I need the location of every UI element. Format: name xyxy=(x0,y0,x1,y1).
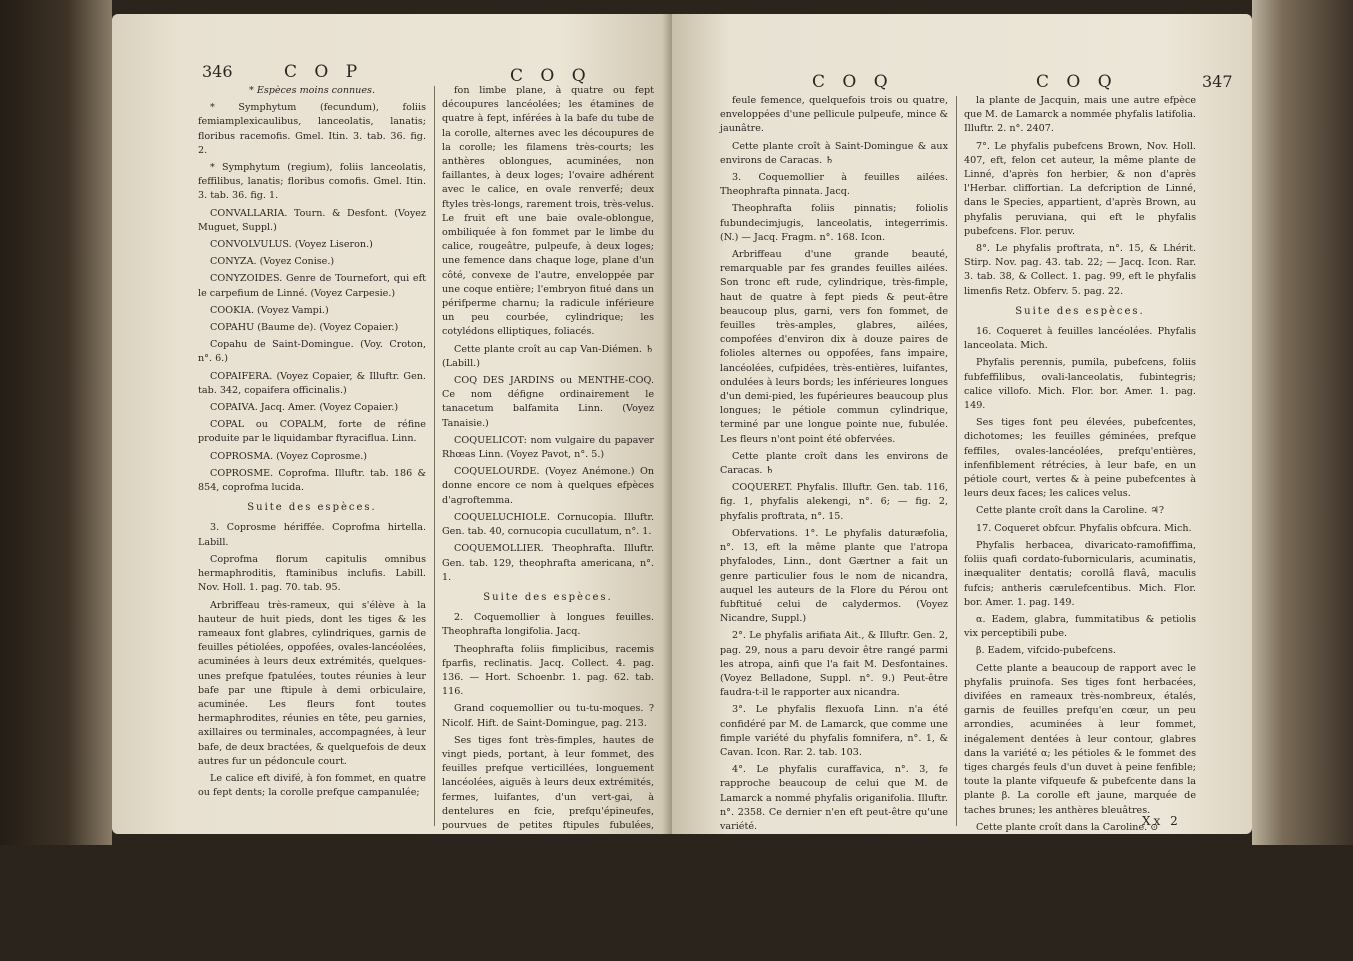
entry: 6°. Le phyfalis barbadenfis, n°. 12, n'eft point xyxy=(720,926,948,952)
entry: CONVALLARIA. Tourn. & Desfont. (Voyez Muguet, Suppl.) xyxy=(198,207,426,233)
entry: Phyfalis (chenopodifolia), ramofiffima, foliis glabris, ovatis, acuminatis, angulato-acutatis; caulibus lævibus, magnitudine fructûs, glabofis. Willd. Spec. Plant. 1. pag. 1023. xyxy=(964,870,1196,924)
entry: 18. Coqueret à feuilles ovales. Phyfalis ovata. xyxy=(964,838,1196,865)
signature-mark: Xx 2 xyxy=(1142,814,1181,828)
entry: Ses tiges font très-fimples, hautes de vingt pieds, portant, à leur fommet, des feuilles prefque verticillées, longuement lancéolées, aiguës à leurs deux extrémités, fermes, luifantes, d'un vert-gai, à dentelures en fcie, prefqu'épineufes, pourvues de petites ftipules fubulées, caduques; les pétioles épais, très-courts. Les fleurs font odorantes, difpofées en grappes fimples, éparfes, pendantes, longues de trois à neuf pouces; les pédicelles courts; le calice d'un jaune verdâtre ou brun; la corolle de couleur orangée plus ou moins foncée. Le fruit eft une baie glabre, arrondie, à une feule loge, d'un vert-foncé, contenant une xyxy=(442,734,654,959)
running-head-right-2: C O Q xyxy=(1036,72,1118,92)
entry: COQUELUCHIOLE. Cornucopia. Illuftr. Gen. tab. 40, cornucopia cucullatum, n°. 1. xyxy=(442,511,654,538)
entry: α. Eadem, glabra, fummitatibus & petiolis vix perceptibili pube. xyxy=(964,613,1196,640)
entry: 8°. Le phyfalis proftrata, n°. 15, & Lhérit. Stirp. Nov. pag. 43. tab. 22; — Jacq. Icon. Rar. 3. tab. 38, & Collect. 1. pag. 99, eft le phyfalis limenfis Retz. Obferv. 5. pag. 22. xyxy=(964,243,1196,297)
entry: COPAIFERA. (Voyez Copaier, & Illuftr. Gen. tab. 342, copaifera officinalis.) xyxy=(198,370,426,396)
entry: Le calice eft divifé, à fon fommet, en quatre ou fept dents; la corolle prefque campanulée; xyxy=(198,772,426,799)
entry: COQUERET. Phyfalis. Illuftr. Gen. tab. 116, fig. 1, phyfalis alekengi, n°. 6; — fig. 2, phyfalis proftrata, n°. 15. xyxy=(720,482,948,522)
entry: COOKIA. (Voyez Vampi.) xyxy=(210,304,329,316)
entry: COQUEMOLLIER. Theophrafta. Illuftr. Gen. tab. 129, theophrafta americana, n°. 1. xyxy=(442,543,654,583)
column-rule xyxy=(956,96,957,826)
entry: Cette plante a beaucoup de rapport avec le phyfalis pruinofa. Ses tiges font herbacées, divifées en rameaux très-nombreux, étalés, garnis de feuilles prefqu'en cœur, un peu arrondies, acuminées à leur fommet, inégalement dentées à leur contour, glabres dans la variété α; les pétioles & le fommet des tiges chargés feuls d'un duvet à peine fenfible; toute la plante vifqueufe & pubefcente dans la plante β. La corolle eft jaune, marquée de taches brunes; les anthères bleuâtres. xyxy=(964,662,1196,816)
entry: CONYZOIDES. Genre de Tournefort, qui eft le carpefium de Linné. (Voyez Carpesie.) xyxy=(198,273,426,299)
entry: Arbriffeau d'une grande beauté, remarquable par fes grandes feuilles ailées. Son tronc eft rude, cylindrique, très-fimple, haut de quatre à fept pieds & peut-être beaucoup plus, garni, vers fon fommet, de feuilles très-amples, glabres, ailées, compofées d'environ dix à douze paires de folioles alternes ou oppofées, fans impaire, lancéolées, cufpidées, très-entières, luifantes, ondulées à leurs bords; les inférieures longues d'un demi-pied, les fupérieures beaucoup plus longues; le pétiole commun cylindrique, terminé par une longue pointe nue, fubulée. Les fleurs n'ont point été obfervées. xyxy=(720,249,948,445)
left-page-column-1 xyxy=(198,84,426,826)
entry: Copahu de Saint-Domingue. (Voy. Croton, n°. 6.) xyxy=(198,339,426,365)
entry: Cette plante croît dans la Caroline. ⊙ xyxy=(976,821,1159,833)
running-head-left-2: C O Q xyxy=(510,66,592,86)
section-heading: Suite des espèces. xyxy=(247,502,377,514)
section-heading: * Espèces moins connues. xyxy=(248,85,376,96)
entry: COPROSMA. (Voyez Coprosme.) xyxy=(210,450,368,462)
entry: Cette plante croît au cap Van-Diémen. ♄ (Labill.) xyxy=(442,343,654,369)
entry: Ses tiges font peu élevées, pubefcentes, dichotomes; les feuilles géminées, prefque feffiles, ovales-lancéolées, prefqu'entières, infenfiblement rétrécies, à leur bafe, en un pétiole court, vertes & à peine pubefcentes à leurs deux faces; les calices velus. xyxy=(964,417,1196,500)
section-heading: Suite des espèces. xyxy=(1015,305,1145,317)
page-number-right: 347 xyxy=(1202,72,1233,91)
entry: COPAL ou COPALM, forte de réfine produite par le liquidambar ftyraciflua. Linn. xyxy=(198,419,426,445)
book-edge-left xyxy=(0,0,112,845)
entry: Grand coquemollier ou tu-tu-moques. ? Nicolf. Hift. de Saint-Domingue, pag. 213. xyxy=(442,703,654,729)
entry: 16. Coqueret à feuilles lancéolées. Phyfalis lanceolata. Mich. xyxy=(964,326,1196,352)
entry: 2°. Le phyfalis arifiata Ait., & Illuftr. Gen. 2, pag. 29, nous a paru devoir être rangé parmi les atropa, ainfi que l'a fait M. Desfontaines. (Voyez Belladone, Suppl. n°. 9.) Peut-être faudra-t-il le rapporter aux nicandra. xyxy=(720,630,948,699)
entry: COQUELICOT: nom vulgaire du papaver Rhœas Linn. (Voyez Pavot, n°. 5.) xyxy=(442,434,654,461)
entry: * Symphytum (fecundum), foliis femiamplexicaulibus, lanceolatis, lanatis; floribus racemofis. Gmel. Itin. 3. tab. 36. fig. 2. xyxy=(198,102,426,156)
right-page xyxy=(672,14,1252,952)
entry: Phyfalis perennis, pumila, pubefcens, foliis fubfeffilibus, ovali-lanceolatis, fubintegris; calice villofo. Mich. Flor. bor. Amer. 1. pag. 149. xyxy=(964,357,1196,412)
entry: Obfervations. 1°. Le phyfalis daturæfolia, n°. 13, eft la même plante que l'atropa phyfalodes, Linn., dont Gærtner a fait un genre particulier fous le nom de nicandra, auquel les auteurs de la Flore du Pérou ont fubftitué celui de calydermos. (Voyez Nicandre, Suppl.) xyxy=(720,527,948,625)
entry: Theophrafta foliis fimplicibus, racemis fparfis, reclinatis. Jacq. Collect. 4. pag. 136. — Hort. Schoenbr. 1. pag. 62. tab. 116. xyxy=(442,643,654,698)
entry: CONYZA. (Voyez Conise.) xyxy=(210,256,335,268)
entry: CONVOLVULUS. (Voyez Liseron.) xyxy=(210,239,373,251)
entry: Cette plante croît à Saint-Domingue & aux environs de Caracas. ♄ xyxy=(720,140,948,166)
entry: la plante de Jacquin, mais une autre efpèce que M. de Lamarck a nommée phyfalis latifolia. Illuftr. 2. n°. 2407. xyxy=(964,95,1196,135)
entry: Coprofma florum capitulis omnibus hermaphroditis, ftaminibus inclufis. Labill. Nov. Holl. 1. pag. 70. tab. 95. xyxy=(198,553,426,594)
entry: 17. Coqueret obfcur. Phyfalis obfcura. Mich. xyxy=(976,522,1192,534)
entry: COPAHU (Baume de). (Voyez Copaier.) xyxy=(210,322,399,334)
entry: 4°. Le phyfalis curaffavica, n°. 3, fe rapproche beaucoup de celui que M. de Lamarck a nommé phyfalis origanifolia. Illuftr. n°. 2358. Ce dernier n'en eft peut-être qu'une variété. xyxy=(720,764,948,832)
entry: 3. Coprosme hériffée. Coprofma hirtella. Labill. xyxy=(198,522,426,548)
entry: fon limbe plane, à quatre ou fept découpures lancéolées; les étamines de quatre à fept, inférées à la bafe du tube de la corolle, alternes avec les découpures de la corolle; les filamens très-courts; les anthères oblongues, acuminées, non faillantes, à deux loges; l'ovaire adhérent avec le calice, en ovale renverfé; deux ftyles très-longs, rarement trois, très-velus. Le fruit eft une baie ovale-oblongue, ombiliquée à fon fommet par le limbe du calice, rougeâtre, pulpeufe, à deux loges; une femence dans chaque loge, plane d'un côté, convexe de l'autre, enveloppée par une coque entière; l'embryon fitué dans un périfperme charnu; la radicule inférieure un peu courbée, cylindrique; les cotylédons elliptiques, foliacés. xyxy=(442,85,654,338)
book-edge-right xyxy=(1252,0,1353,845)
entry: Phyfalis herbacea, divaricato-ramofiffima, foliis quafi cordato-fubornicularis, acuminatis, inæqualiter dentatis; corollâ flavâ, maculis fufcis; antheris cærulefcentibus. Mich. Flor. bor. Amer. 1. pag. 149. xyxy=(964,539,1196,608)
right-page-column-1 xyxy=(720,94,948,952)
running-head-left-1: C O P xyxy=(284,62,364,82)
entry: 2. Coquemollier à longues feuilles. Theophrafta longifolia. Jacq. xyxy=(442,612,654,638)
entry: COQ DES JARDINS ou MENTHE-COQ. Ce nom défigne ordinairement le tanacetum balfamita Linn. (Voyez Tanaisie.) xyxy=(442,375,654,429)
running-head-right-1: C O Q xyxy=(812,72,894,92)
entry: Cette plante croît dans les environs de Caracas. ♄ xyxy=(720,450,948,477)
entry: Arbriffeau très-rameux, qui s'élève à la hauteur de huit pieds, dont les tiges & les rameaux font glabres, cylindriques, garnis de feuilles pétiolées, oppofées, ovales-lancéolées, acuminées à leurs deux extrémités, quelques-unes prefque fpatulées, toutes réunies à leur bafe par une ftipule à demi orbiculaire, acuminée. Les fleurs font toutes hermaphrodites, réunies en tête, peu garnies, axillaires ou terminales, accompagnées, à leur bafe, de deux bractées, & quelquefois de deux autres fur un pédoncule court. xyxy=(198,599,426,767)
entry: COQUELOURDE. (Voyez Anémone.) On donne encore ce nom à quelques efpèces d'agroftemma. xyxy=(442,466,654,506)
entry: Theophrafta foliis pinnatis; foliolis fubundecimjugis, lanceolatis, integerrimis. (N.) — Jacq. Fragm. n°. 168. Icon. xyxy=(720,203,948,243)
section-heading: Suite des espèces. xyxy=(483,591,613,603)
entry: * Symphytum (regium), foliis lanceolatis, feffilibus, lanatis; floribus comofis. Gmel. Itin. 3. tab. 36. fig. 1. xyxy=(198,162,426,202)
entry: COPAIVA. Jacq. Amer. (Voyez Copaier.) xyxy=(210,402,399,414)
entry: 3°. Le phyfalis flexuofa Linn. n'a été confidéré par M. de Lamarck, que comme une fimple variété du phyfalis fomnifera, n°. 1, & Cavan. Icon. Rar. 2. tab. 103. xyxy=(720,704,948,758)
entry: 5°. Le phyfalis peruviana, n°. 7, a de très-grands rapports avec le phyfalis chenopodifolia. Illuftr. n°. 2401, non Willd. Celui-ci en diffère par fes feuilles dentées, anguleufes; les pétioles décurrens fur les tiges. xyxy=(720,838,948,921)
entry: 3. Coquemollier à feuilles ailées. Theophrafta pinnata. Jacq. xyxy=(720,172,948,198)
entry: COPROSME. Coprofma. Illuftr. tab. 186 & 854, coprofma lucida. xyxy=(198,467,426,494)
column-rule xyxy=(434,86,435,826)
entry: Cette plante croît dans la Caroline. ♃? xyxy=(976,505,1164,517)
left-page xyxy=(112,14,672,959)
left-page-column-2 xyxy=(442,84,654,959)
entry: β. Eadem, vifcido-pubefcens. xyxy=(976,645,1116,657)
page-number-left: 346 xyxy=(202,62,233,81)
entry: 7°. Le phyfalis pubefcens Brown, Nov. Holl. 407, eft, felon cet auteur, la même plante de Linné, d'après fon herbier, & non d'après l'Herbar. cliffortian. La defcription de Linné, dans le Species, appartient, d'après Brown, au phyfalis peruviana, qui eft le phyfalis pubefcens. Flor. peruv. xyxy=(964,140,1196,237)
entry: feule femence, quelquefois trois ou quatre, enveloppées d'une pellicule pulpeufe, mince & jaunâtre. xyxy=(720,95,948,135)
